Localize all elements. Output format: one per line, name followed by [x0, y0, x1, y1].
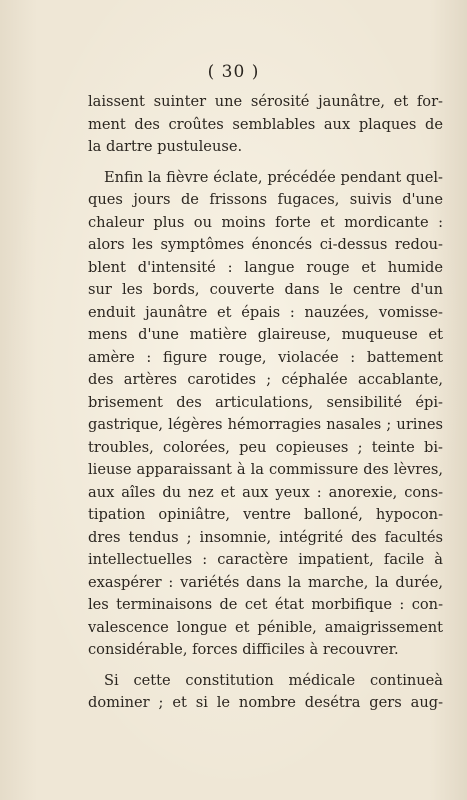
- paragraph-3: [88, 670, 443, 715]
- text-line: troubles, colorées, peu copieuses ; teinte bi-: [88, 438, 443, 456]
- text-line: ment des croûtes semblables aux plaques de: [88, 115, 443, 133]
- text-line: mens d'une matière glaireuse, muqueuse et: [88, 326, 443, 343]
- text-line: brisement des articulations, sensibilité épi-: [88, 393, 443, 411]
- text-line: valescence longue et pénible, amaigrissement: [88, 618, 443, 636]
- text-line: exaspérer : variétés dans la marche, la durée,: [88, 573, 443, 591]
- text-line: les terminaisons de cet état morbifique : con-: [88, 596, 443, 613]
- text-line: tipation opiniâtre, ventre balloné, hypocon-: [88, 506, 443, 523]
- text-line: ques jours de frissons fugaces, suivis d'une: [88, 191, 443, 208]
- text-line: alors les symptômes énoncés ci-dessus redou-: [88, 236, 443, 253]
- paragraph-2: [88, 167, 443, 662]
- body-text: [88, 91, 443, 715]
- text-line: dominer ; et si le nombre desétra gers aug-: [88, 694, 443, 711]
- text-line: laissent suinter une sérosité jaunâtre, et for-: [88, 93, 443, 110]
- text-line: amère : figure rouge, violacée : battement: [88, 348, 443, 366]
- text-line: considérable, forces difficiles à recouvrer.: [88, 641, 399, 658]
- text-line: intellectuelles : caractère impatient, facile à: [88, 551, 443, 568]
- page-number: ( 30 ): [207, 62, 260, 82]
- text-line: dres tendus ; insomnie, intégrité des facultés: [88, 528, 443, 546]
- text-line: gastrique, légères hémorragies nasales ; urines: [88, 416, 443, 433]
- text-line: la dartre pustuleuse.: [88, 138, 243, 155]
- paragraph-1: [88, 91, 443, 159]
- text-line: sur les bords, couverte dans le centre d'un: [88, 281, 443, 298]
- text-line: aux aîles du nez et aux yeux : anorexie, cons-: [88, 483, 443, 501]
- text-line: enduit jaunâtre et épais : nauzées, vomisse-: [88, 303, 443, 321]
- text-line: lieuse apparaissant à la commissure des lèvres,: [88, 461, 443, 478]
- text-line: Enfin la fièvre éclate, précédée pendant quel-: [104, 168, 443, 186]
- text-line: blent d'intensité : langue rouge et humide: [88, 258, 443, 276]
- text-line: Si cette constitution médicale continueà: [104, 671, 443, 689]
- text-line: chaleur plus ou moins forte et mordicante :: [88, 213, 443, 231]
- text-line: des artères carotides ; céphalée accablante,: [88, 371, 443, 388]
